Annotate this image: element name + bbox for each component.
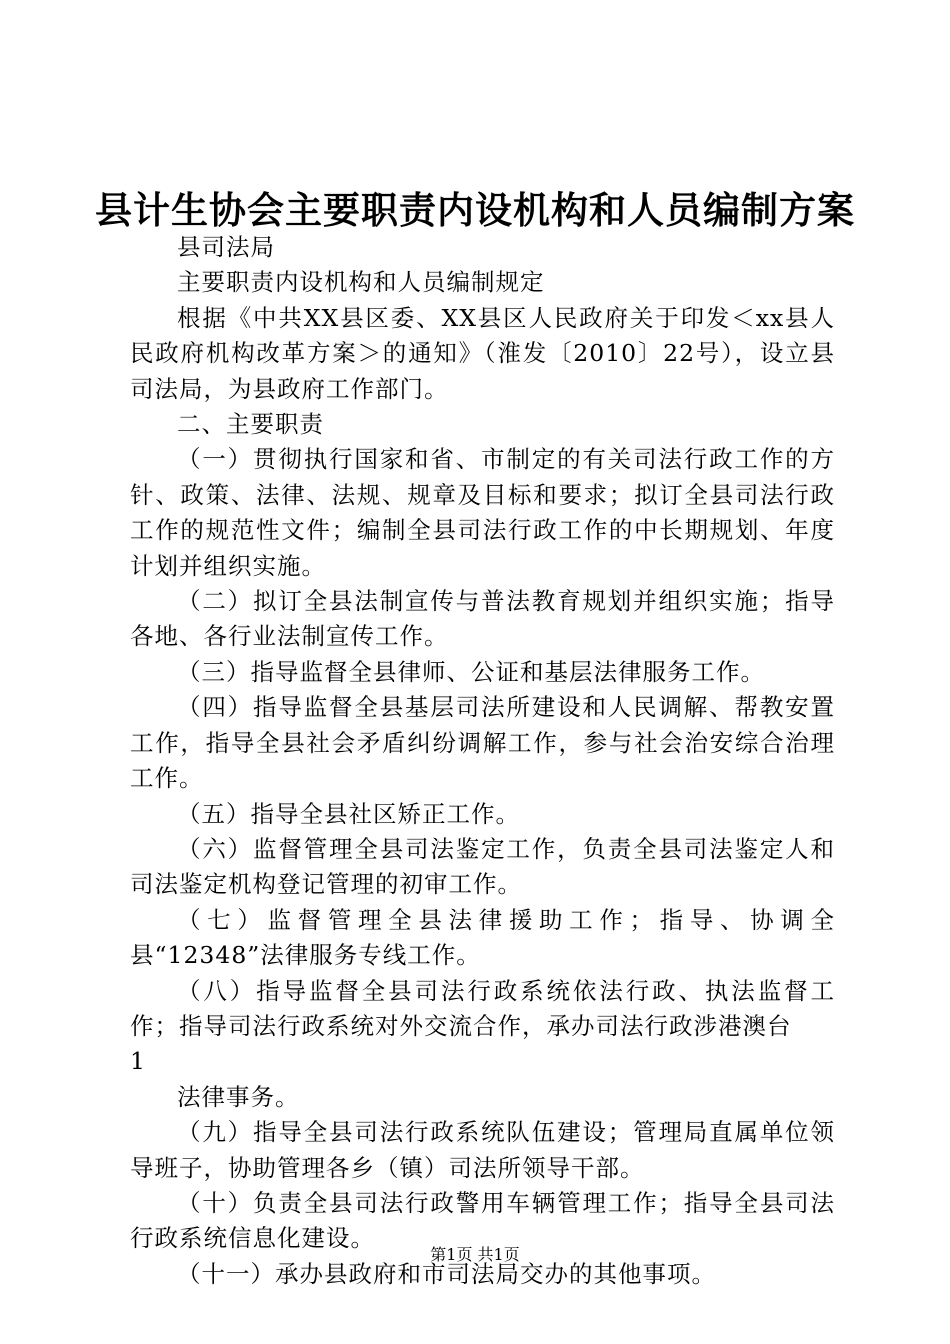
paragraph-agency: 县司法局 — [177, 233, 275, 261]
duty-item-7: （七）监督管理全县法律援助工作；指导、协调全县“12348”法律服务专线工作。 — [130, 905, 835, 970]
page-footer: 第1页 共1页 — [430, 1245, 520, 1264]
paragraph-subtitle: 主要职责内设机构和人员编制规定 — [177, 268, 545, 297]
duty-item-3: （三）指导监督全县律师、公证和基层法律服务工作。 — [177, 657, 765, 686]
duty-item-9: （九）指导全县司法行政系统队伍建设；管理局直属单位领导班子，协助管理各乡（镇）司法所领导干部。 — [130, 1118, 835, 1182]
section-heading-duties: 二、主要职责 — [177, 410, 324, 439]
duty-item-6: （六）监督管理全县司法鉴定工作，负责全县司法鉴定人和司法鉴定机构登记管理的初审工作。 — [130, 834, 835, 899]
duty-item-8: （八）指导监督全县司法行政系统依法行政、执法监督工作；指导司法行政系统对外交流合作，承办司法行政涉港澳台 — [130, 976, 835, 1040]
document-body — [130, 230, 835, 1292]
document-title: 县计生协会主要职责内设机构和人员编制方案 — [95, 188, 855, 232]
paragraph-basis: 根据《中共XX县区委、XX县区人民政府关于印发＜xx县人民政府机构改革方案＞的通知》（淮发〔2010〕22号），设立县司法局，为县政府工作部门。 — [130, 303, 835, 403]
duty-item-8-continued: 法律事务。 — [177, 1082, 300, 1111]
duty-item-2: （二）拟订全县法制宣传与普法教育规划并组织实施；指导各地、各行业法制宣传工作。 — [130, 587, 835, 651]
duty-item-4: （四）指导监督全县基层司法所建设和人民调解、帮教安置工作，指导全县社会矛盾纠纷调解工作，参与社会治安综合治理工作。 — [130, 693, 835, 793]
inline-page-number: 1 — [130, 1047, 146, 1076]
duty-item-10: （十）负责全县司法行政警用车辆管理工作；指导全县司法行政系统信息化建设。 — [130, 1188, 835, 1253]
duty-item-1: （一）贯彻执行国家和省、市制定的有关司法行政工作的方针、政策、法律、法规、规章及目标和要求；拟订全县司法行政工作的规范性文件；编制全县司法行政工作的中长期规划、年度计划并组织实施。 — [130, 445, 835, 580]
duty-item-11: （十一）承办县政府和市司法局交办的其他事项。 — [177, 1259, 716, 1288]
duty-item-5: （五）指导全县社区矫正工作。 — [177, 799, 520, 828]
